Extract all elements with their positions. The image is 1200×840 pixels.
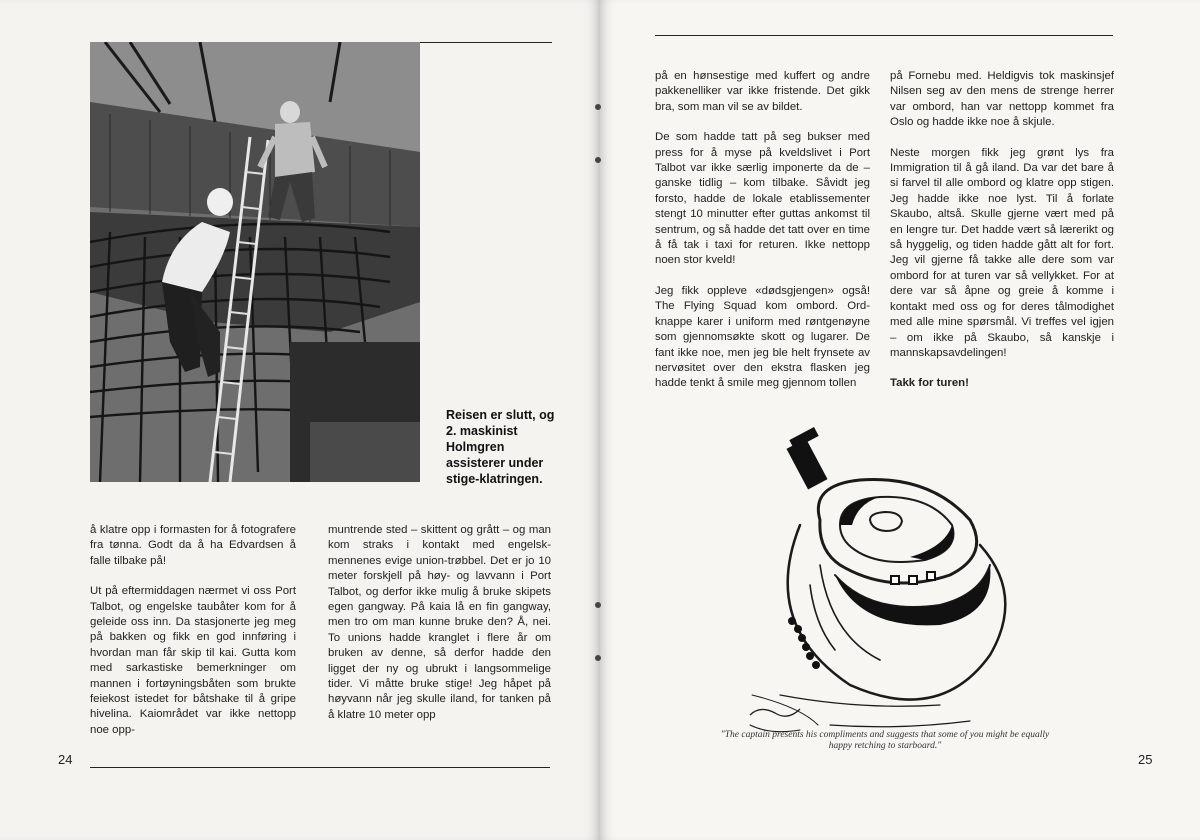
cartoon-drawing [740,425,1030,745]
paragraph: De som hadde tatt på seg bukser med press for å myse på kveldslivet i Port Talbot var ikke særlig imponerte da de – ganske tidlig – kom tilbake. Såvidt jeg forsto, hadde de lokale etablissementer stengt 10 minutter efter guttas ankomst til sentrum, og så hadde det tatt over en time å få tak i taxi for returen. Ikke nettopp noen stor kveld! [655,131,870,267]
staple-mark [595,655,601,661]
staple-mark [595,602,601,608]
page-number-left: 24 [58,752,73,767]
top-rule-left [420,42,552,43]
paragraph: Jeg fikk oppleve «dødsgjengen» også! The Flying Squad kom ombord. Ord-knappe karer i uniform med røntgenøyne som gjennomsøkte skott og lugarer. De fant ikke noe, men jeg ble helt frynsete av nervøsitet over den ekstra flasken jeg hadde tenkt å smile meg gjennom tollen [655,284,870,390]
paragraph: Neste morgen fikk jeg grønt lys fra Immigration til å gå iland. Da var det bare å si farvel til alle ombord og klatre opp stigen. Jeg hadde ikke noe lyst. Til å forlate Skaubo, altså. Skulle gjerne vært med på en lengre tur. Det hadde vært så lærerikt og så hyggelig, og tiden hadde gått alt for fort. Jeg vil gjerne få takke alle dere som var ombord for at turen var så vellykket. For at dere var så åpne og greie å komme i kontakt med oss og for deres tålmodighet med alle mine spørsmål. Vi treffes vel igjen – om ikke på Skaubo, så kanskje i mannskapsavdelingen! [890,146,1114,359]
top-rule-right [655,35,1113,36]
ship-hull-ladder-photograph [90,42,420,482]
paragraph: på Fornebu med. Heldigvis tok maskinsjef Nilsen seg av den mens de strenge herrer var ombord, han var nettopp kommet fra Oslo og hadde ikke noe å skjule. [890,70,1114,129]
closing-line: Takk for turen! [890,377,969,390]
paragraph: Ut på eftermiddagen nærmet vi oss Port Talbot, og engelske taubåter kom for å geleide oss inn. Da stasjonerte jeg meg på bakken og fikk en god innføring i hvordan man får skip til kai. Gutta kom med sarkastiske bemerkninger om mannen i fortøyningsbåten som brukte feiekost istedet for båtshake til å gripe hivelina. Kaiområdet var ikke nettopp noe opp- [90,585,296,736]
right-column-2 [890,69,1114,407]
paragraph: på en hønsestige med kuffert og andre pakkenelliker var ikke fristende. Det gikk bra, som man vil se av bildet. [655,70,870,113]
staple-mark [595,157,601,163]
staple-mark [595,104,601,110]
page-number-right: 25 [1138,752,1153,767]
cartoon-caption: "The captain presents his compliments and suggests that some of you might be equally happy retching to starboard." [720,730,1050,751]
paragraph: å klatre opp i formasten for å fotografere fra tønna. Godt da å ha Edvardsen å falle tilbake på! [90,524,296,567]
right-column-1 [655,69,870,407]
tilted-ship-buoy-cartoon [740,425,1030,745]
left-column-2 [328,523,551,738]
paragraph: muntrende sted – skittent og grått – og man kom straks i kontakt med engelsk-mennenes evige union-trøbbel. Det er jo 10 meter forskjell på høy- og lavvann i Port Talbot, og derfor ikke mulig å bruke skipets egen gangway. På kaia lå en fin gangway, men tro om man kunne bruke den? Å, nei. To unions hadde kranglet i flere år om bruken av denne, så derfor hadde den ligget der ny og ubrukt i langsommelige tider. Vi måtte bruke stige! Jeg håpet på høyvann når jeg skulle iland, for tanken på å klatre 10 meter opp [328,524,551,721]
left-column-1 [90,523,296,753]
bottom-rule-left [90,767,550,768]
ladder-photo [90,42,420,482]
photo-caption: Reisen er slutt, og 2. maskinist Holmgren assisterer under stige-klatringen. [446,408,555,486]
